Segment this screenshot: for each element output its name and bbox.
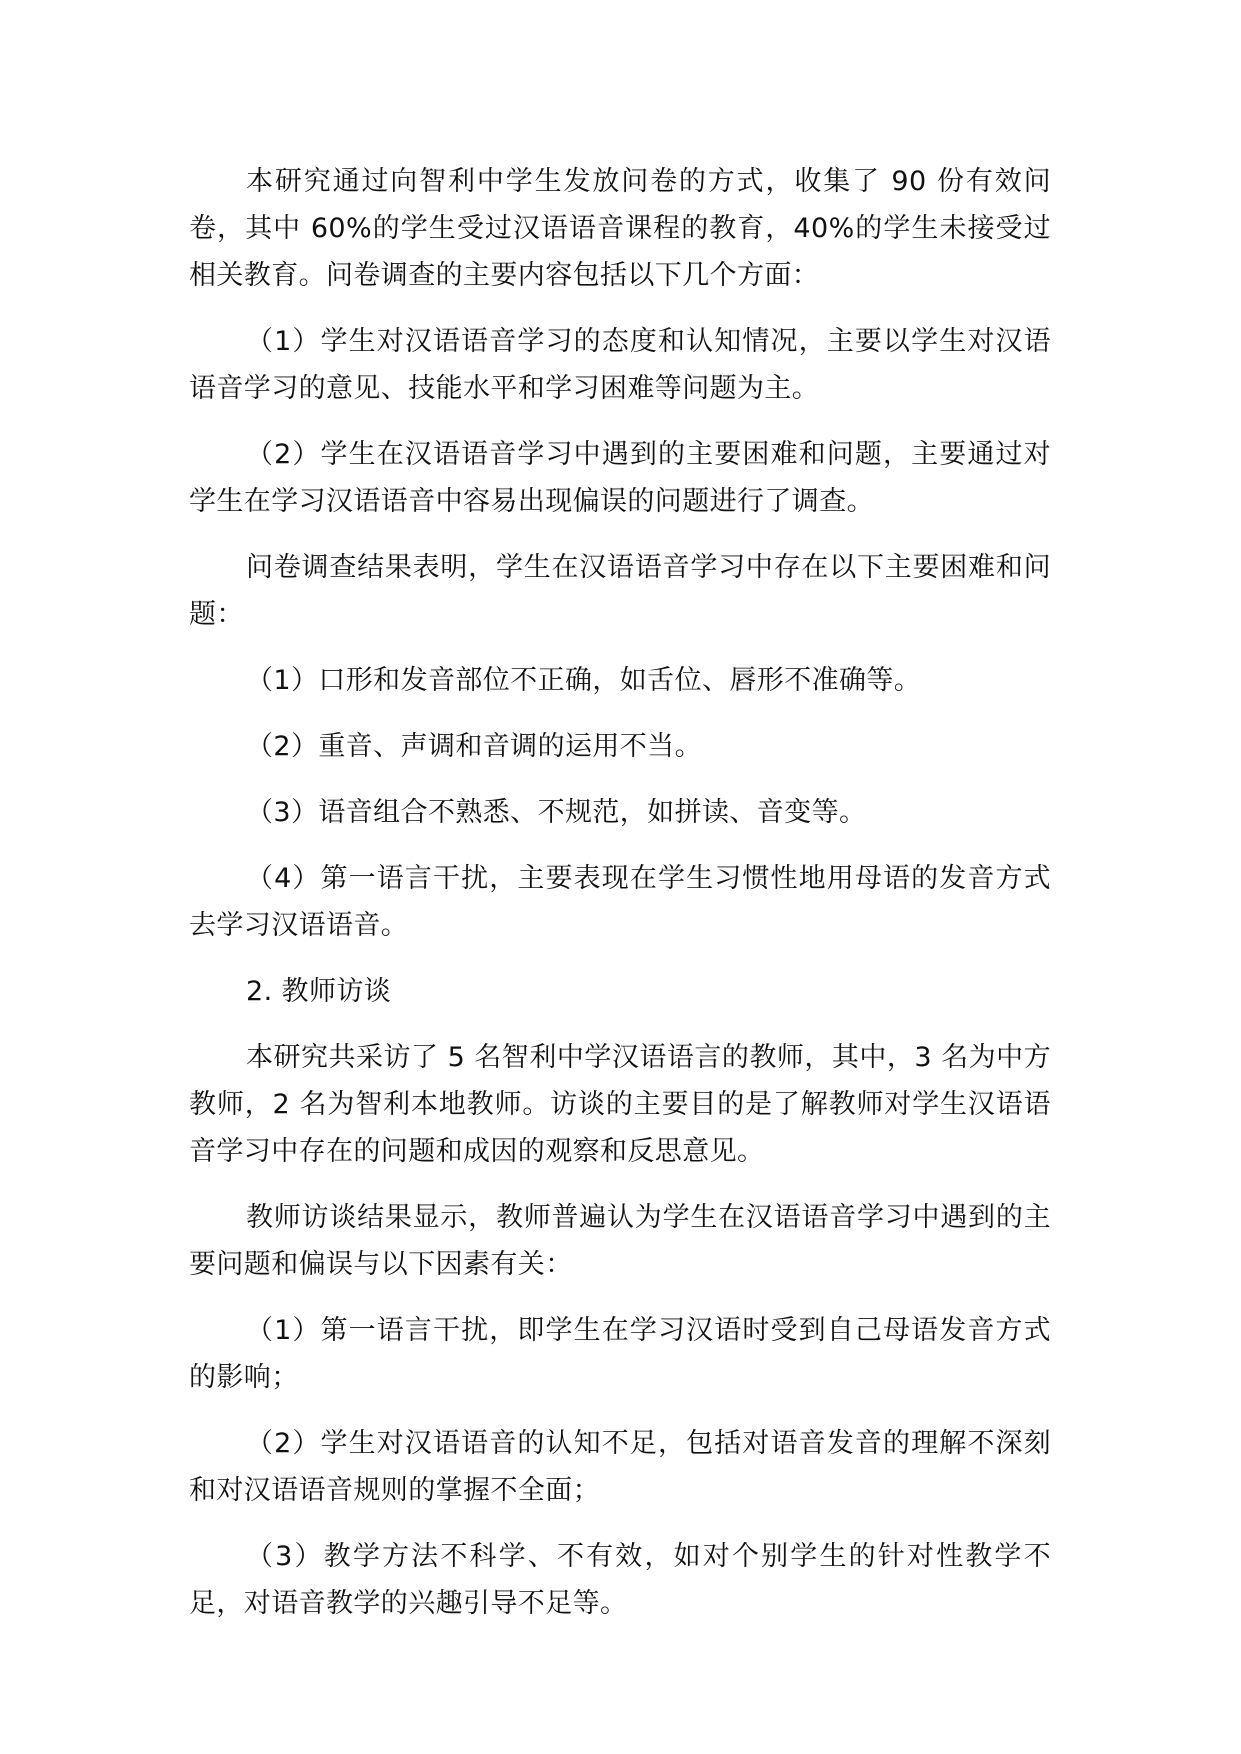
- section-heading-teacher-interview: 2. 教师访谈: [246, 976, 392, 1007]
- paragraph-factor-item-2: （2）学生对汉语语音的认知不足，包括对语音发音的理解不深刻和对汉语语音规则的掌握不全面；: [189, 1428, 1051, 1506]
- paragraph-result-item-4: （4）第一语言干扰，主要表现在学生习惯性地用母语的发音方式去学习汉语语音。: [189, 863, 1051, 941]
- paragraph-result-item-1: （1）口形和发音部位不正确，如舌位、唇形不准确等。: [246, 665, 922, 696]
- paragraph-survey-intro: 本研究通过向智利中学生发放问卷的方式，收集了 90 份有效问卷，其中 60%的学生受过汉语语音课程的教育，40%的学生未接受过相关教育。问卷调查的主要内容包括以下几个方面：: [189, 166, 1051, 291]
- document-body: [189, 158, 1051, 1646]
- paragraph-interview-results: 教师访谈结果显示，教师普遍认为学生在汉语语音学习中遇到的主要问题和偏误与以下因素有关：: [189, 1202, 1051, 1280]
- paragraph-survey-item-2: （2）学生在汉语语音学习中遇到的主要困难和问题，主要通过对学生在学习汉语语音中容易出现偏误的问题进行了调查。: [189, 439, 1051, 517]
- paragraph-interview-intro: 本研究共采访了 5 名智利中学汉语语言的教师，其中，3 名为中方教师，2 名为智利本地教师。访谈的主要目的是了解教师对学生汉语语音学习中存在的问题和成因的观察和反思意见。: [189, 1042, 1051, 1167]
- paragraph-result-item-3: （3）语音组合不熟悉、不规范，如拼读、音变等。: [246, 797, 867, 828]
- paragraph-result-item-2: （2）重音、声调和音调的运用不当。: [246, 731, 702, 762]
- paragraph-survey-results: 问卷调查结果表明，学生在汉语语音学习中存在以下主要困难和问题：: [189, 552, 1051, 630]
- paragraph-survey-item-1: （1）学生对汉语语音学习的态度和认知情况，主要以学生对汉语语音学习的意见、技能水平和学习困难等问题为主。: [189, 326, 1051, 404]
- paragraph-factor-item-3: （3）教学方法不科学、不有效，如对个别学生的针对性教学不足，对语音教学的兴趣引导不足等。: [189, 1541, 1051, 1619]
- paragraph-factor-item-1: （1）第一语言干扰，即学生在学习汉语时受到自己母语发音方式的影响；: [189, 1315, 1051, 1393]
